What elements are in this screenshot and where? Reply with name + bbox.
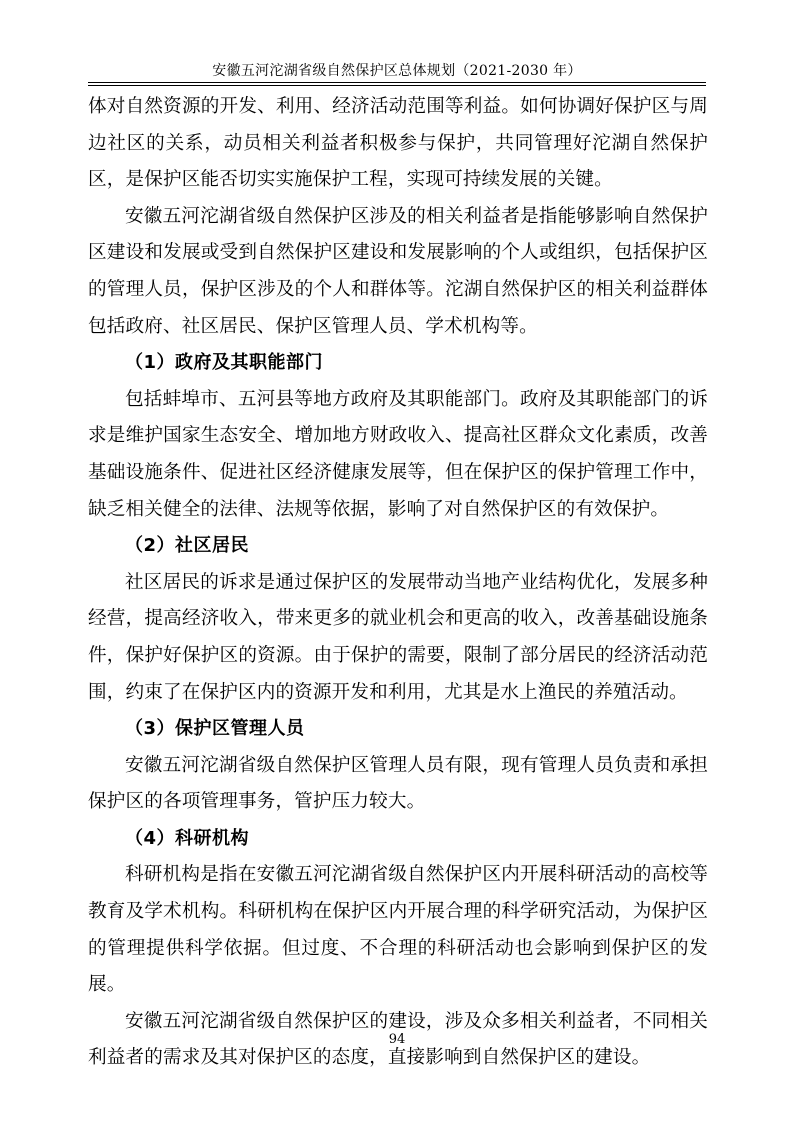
document-body — [88, 89, 708, 1077]
section-heading-management-staff: （3）保护区管理人员 — [125, 718, 305, 740]
header-rule — [88, 82, 706, 83]
page-header: 安徽五河沱湖省级自然保护区总体规划（2021-2030 年） — [212, 63, 582, 79]
section-heading-government: （1）政府及其职能部门 — [125, 352, 324, 374]
paragraph-conclusion: 安徽五河沱湖省级自然保护区的建设，涉及众多相关利益者，不同相关利益者的需求及其对保护区的态度，直接影响到自然保护区的建设。 — [88, 1010, 708, 1069]
paragraph-management-staff: 安徽五河沱湖省级自然保护区管理人员有限，现有管理人员负责和承担保护区的各项管理事务，管护压力较大。 — [88, 754, 708, 813]
paragraph-stakeholders-definition: 安徽五河沱湖省级自然保护区涉及的相关利益者是指能够影响自然保护区建设和发展或受到自然保护区建设和发展影响的个人或组织，包括保护区的管理人员，保护区涉及的个人和群体等。沱湖自然保护区的相关利益群体包括政府、社区居民、保护区管理人员、学术机构等。 — [88, 205, 708, 337]
paragraph-community: 社区居民的诉求是通过保护区的发展带动当地产业结构优化，发展多种经营，提高经济收入，带来更多的就业机会和更高的收入，改善基础设施条件，保护好保护区的资源。由于保护的需要，限制了部分居民的经济活动范围，约束了在保护区内的资源开发和利用，尤其是水上渔民的养殖活动。 — [88, 571, 708, 703]
paragraph-government: 包括蚌埠市、五河县等地方政府及其职能部门。政府及其职能部门的诉求是维护国家生态安全、增加地方财政收入、提高社区群众文化素质，改善基础设施条件、促进社区经济健康发展等，但在保护区的保护管理工作中，缺乏相关健全的法律、法规等依据，影响了对自然保护区的有效保护。 — [88, 388, 708, 520]
section-heading-community: （2）社区居民 — [125, 535, 250, 557]
paragraph-continuation: 体对自然资源的开发、利用、经济活动范围等利益。如何协调好保护区与周边社区的关系，动员相关利益者积极参与保护，共同管理好沱湖自然保护区，是保护区能否切实实施保护工程，实现可持续发展的关键。 — [88, 96, 708, 191]
paragraph-research: 科研机构是指在安徽五河沱湖省级自然保护区内开展科研活动的高校等教育及学术机构。科研机构在保护区内开展合理的科学研究活动，为保护区的管理提供科学依据。但过度、不合理的科研活动也会影响到保护区的发展。 — [88, 864, 708, 996]
section-heading-research: （4）科研机构 — [125, 827, 250, 849]
header-rule-secondary — [88, 85, 706, 86]
page-number: 94 — [388, 1032, 406, 1047]
